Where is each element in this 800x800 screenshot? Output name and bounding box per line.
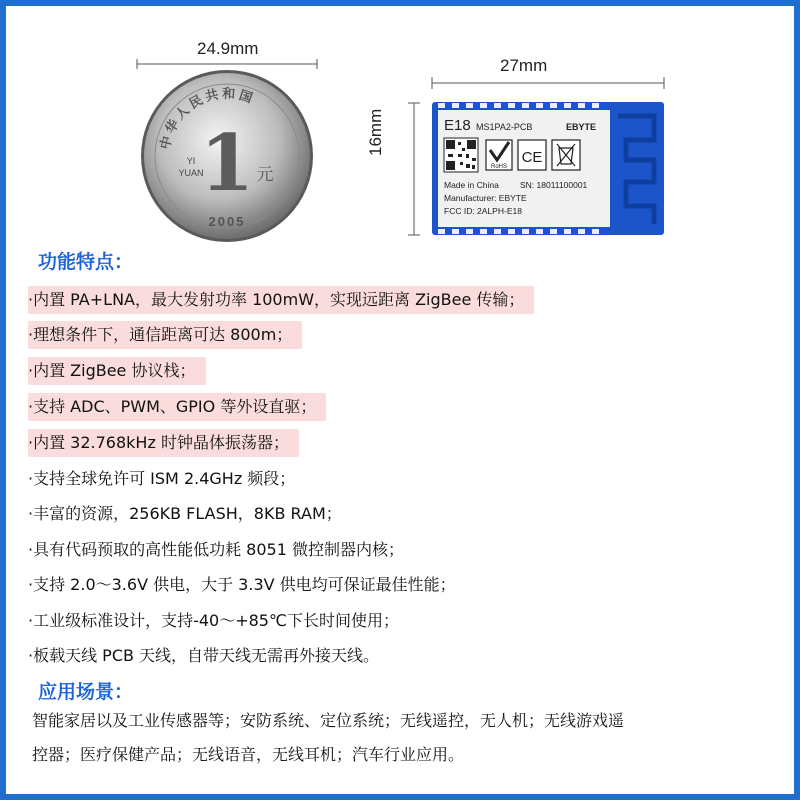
features-title: 功能特点： [38,251,134,273]
feature-item: ·内置 ZigBee 协议栈； [28,357,206,385]
feature-item: ·支持 2.0～3.6V 供电，大于 3.3V 供电均可保证最佳性能； [28,575,456,594]
feature-item: ·丰富的资源，256KB FLASH，8KB RAM； [28,504,342,523]
feature-item: ·具有代码预取的高性能低功耗 8051 微控制器内核； [28,540,404,559]
module-height-ruler [407,101,421,237]
feature-item: ·内置 PA+LNA，最大发射功率 100mW，实现远距离 ZigBee 传输； [28,286,534,314]
coin-yuan: YUAN [178,168,204,178]
feature-item: ·支持 ADC、PWM、GPIO 等外设直驱； [28,393,326,421]
module-made-in: Made in China [444,180,499,190]
applications-title: 应用场景： [38,681,134,703]
module-sn: SN: 18011100001 [520,180,588,190]
feature-item: ·板载天线 PCB 天线，自带天线无需再外接天线。 [28,646,380,665]
module-part-number: MS1PA2-PCB [476,122,533,132]
svg-text:RoHS: RoHS [490,164,508,170]
applications-text-line-2: 控器；医疗保健产品；无线语音，无线耳机；汽车行业应用。 [32,745,465,764]
coin-width-label: 24.9mm [197,39,259,58]
module-model: E18 [444,117,471,134]
module-width-label: 27mm [500,56,548,75]
module-height-label: 16mm [366,108,385,156]
rohs-icon [486,140,512,170]
applications-text-line-1: 智能家居以及工业传感器等；安防系统、定位系统；无线遥控，无人机；无线游戏遥 [32,711,625,730]
coin-country-text: 中华人民共和国 [158,86,257,151]
coin-digit: 1 [199,118,255,209]
module-width-ruler [430,76,666,90]
weee-bin-icon [552,140,580,170]
coin-image [139,68,315,244]
svg-text:CE: CE [521,149,543,166]
feature-item: ·支持全球免许可 ISM 2.4GHz 频段； [28,469,296,488]
ce-mark-icon [518,140,546,170]
product-card [6,6,794,794]
feature-item: ·理想条件下，通信距离可达 800m； [28,321,302,349]
module-brand: EBYTE [566,122,597,132]
qr-code-icon [444,138,478,172]
coin-year: 2005 [208,214,246,229]
coin-yi: YI [186,156,196,166]
feature-item: ·工业级标准设计，支持-40～+85℃下长时间使用； [28,611,399,630]
feature-item: ·内置 32.768kHz 时钟晶体振荡器； [28,429,299,457]
module-fcc-id: FCC ID: 2ALPH-E18 [444,206,522,216]
module-manufacturer: Manufacturer: EBYTE [444,193,527,203]
e18-module-image [432,102,664,235]
coin-yuan-cn: 元 [256,165,274,185]
